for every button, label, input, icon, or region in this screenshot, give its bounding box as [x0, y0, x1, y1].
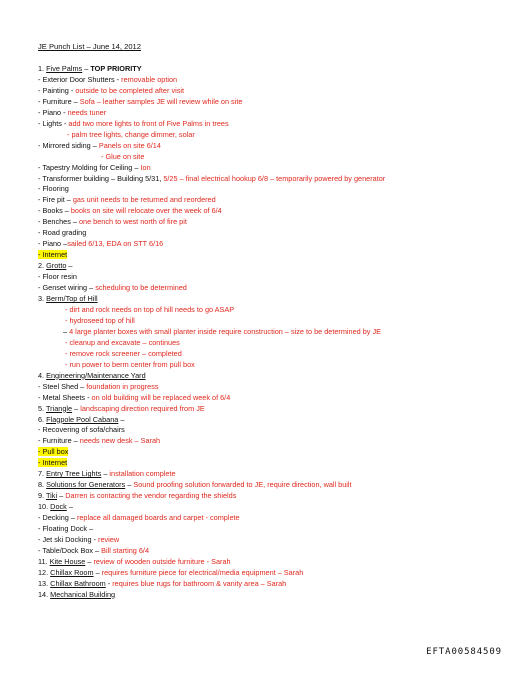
list-item: – 4 large planter boxes with small planter inside require construction – size to be determined by JE [63, 326, 381, 336]
list-item: 11. Kite House – review of wooden outside furniture - Sarah [38, 556, 231, 566]
list-item: - Table/Dock Box – Bill starting 6/4 [38, 545, 149, 555]
list-item: - Metal Sheets - on old building will be replaced week of 6/4 [38, 392, 231, 402]
list-item: - Road grading [38, 228, 87, 238]
list-item: - Lights - add two more lights to front of Five Palms in trees [38, 118, 229, 128]
list-item [38, 458, 498, 469]
list-item: - Exterior Door Shutters - removable option [38, 74, 178, 84]
list-item: 8. Solutions for Generators – Sound proofing solution forwarded to JE, require direction, wall built [38, 480, 352, 490]
list-item: - Floor resin [38, 272, 77, 282]
list-item: 13. Chillax Bathroom - requires blue rugs for bathroom & vanity area – Sarah [38, 578, 287, 588]
list-item [38, 250, 498, 261]
list-item: 12. Chillax Room – requires furniture piece for electrical/media equipment – Sarah [38, 567, 304, 577]
list-item: 14. Mechanical Building [38, 589, 116, 599]
list-item: - Tapestry Molding for Ceiling – Ion [38, 162, 151, 172]
list-item: - Mirrored siding – Panels on site 6/14 [38, 140, 161, 150]
list-item: 1. Five Palms – TOP PRIORITY [38, 64, 142, 73]
list-item: 10. Dock – [38, 502, 73, 512]
list-item: - Glue on site [101, 151, 145, 161]
list-item: - Fire pit – gas unit needs to be returned and reordered [38, 195, 216, 205]
document-body [38, 42, 498, 601]
list-item: 9. Tiki – Darren is contacting the vendor regarding the shields [38, 491, 237, 501]
list-item: - Floating Dock – [38, 524, 94, 534]
list-item: 5. Triangle – landscaping direction required from JE [38, 403, 205, 413]
list-item [38, 447, 498, 458]
list-item: 2. Grotto – [38, 261, 73, 271]
document-title: JE Punch List – June 14, 2012 [38, 42, 142, 51]
list-item: - Furniture – Sofa – leather samples JE will review while on site [38, 96, 243, 106]
list-item: - Jet ski Docking - review [38, 534, 120, 544]
list-item: - Steel Shed – foundation in progress [38, 381, 159, 391]
highlight: - Pull box [38, 447, 69, 457]
list-item: - Recovering of sofa/chairs [38, 425, 125, 435]
list-item: 3. Berm/Top of Hill [38, 294, 98, 304]
list-item: - palm tree lights, change dimmer, solar [67, 129, 195, 139]
list-item: 7. Entry Tree Lights – installation complete [38, 469, 176, 479]
list-item: - remove rock screener – completed [65, 348, 182, 358]
list-item: - hydroseed top of hill [65, 315, 135, 325]
list-item: - cleanup and excavate – continues [65, 337, 180, 347]
list-item: 4. Engineering/Maintenance Yard [38, 370, 146, 380]
highlight: - Internet [38, 250, 68, 260]
list-item: - dirt and rock needs on top of hill needs to go ASAP [65, 304, 235, 314]
highlight: - Internet [38, 458, 68, 468]
list-item: - Furniture – needs new desk – Sarah [38, 436, 161, 446]
list-item: - run power to berm center from pull box [65, 359, 195, 369]
list-item: - Genset wiring – scheduling to be determined [38, 283, 187, 293]
list-item: - Flooring [38, 184, 69, 194]
list-item: 6. Flagpole Pool Cabana – [38, 414, 125, 424]
list-item: - Painting - outside to be completed after visit [38, 85, 185, 95]
document-id-footer: EFTA00584509 [426, 647, 502, 657]
list-item: - Piano –sailed 6/13, EDA on STT 6/16 [38, 239, 164, 249]
list-item: - Piano - needs tuner [38, 107, 107, 117]
list-item: - Decking – replace all damaged boards and carpet - complete [38, 513, 240, 523]
list-item: - Transformer building – Building 5/31, 5/25 – final electrical hookup 6/8 – temporarily powered by generator [38, 173, 386, 183]
list-item: - Books – books on site will relocate over the week of 6/4 [38, 206, 222, 216]
list-item: - Benches – one bench to west north of fire pit [38, 217, 187, 227]
